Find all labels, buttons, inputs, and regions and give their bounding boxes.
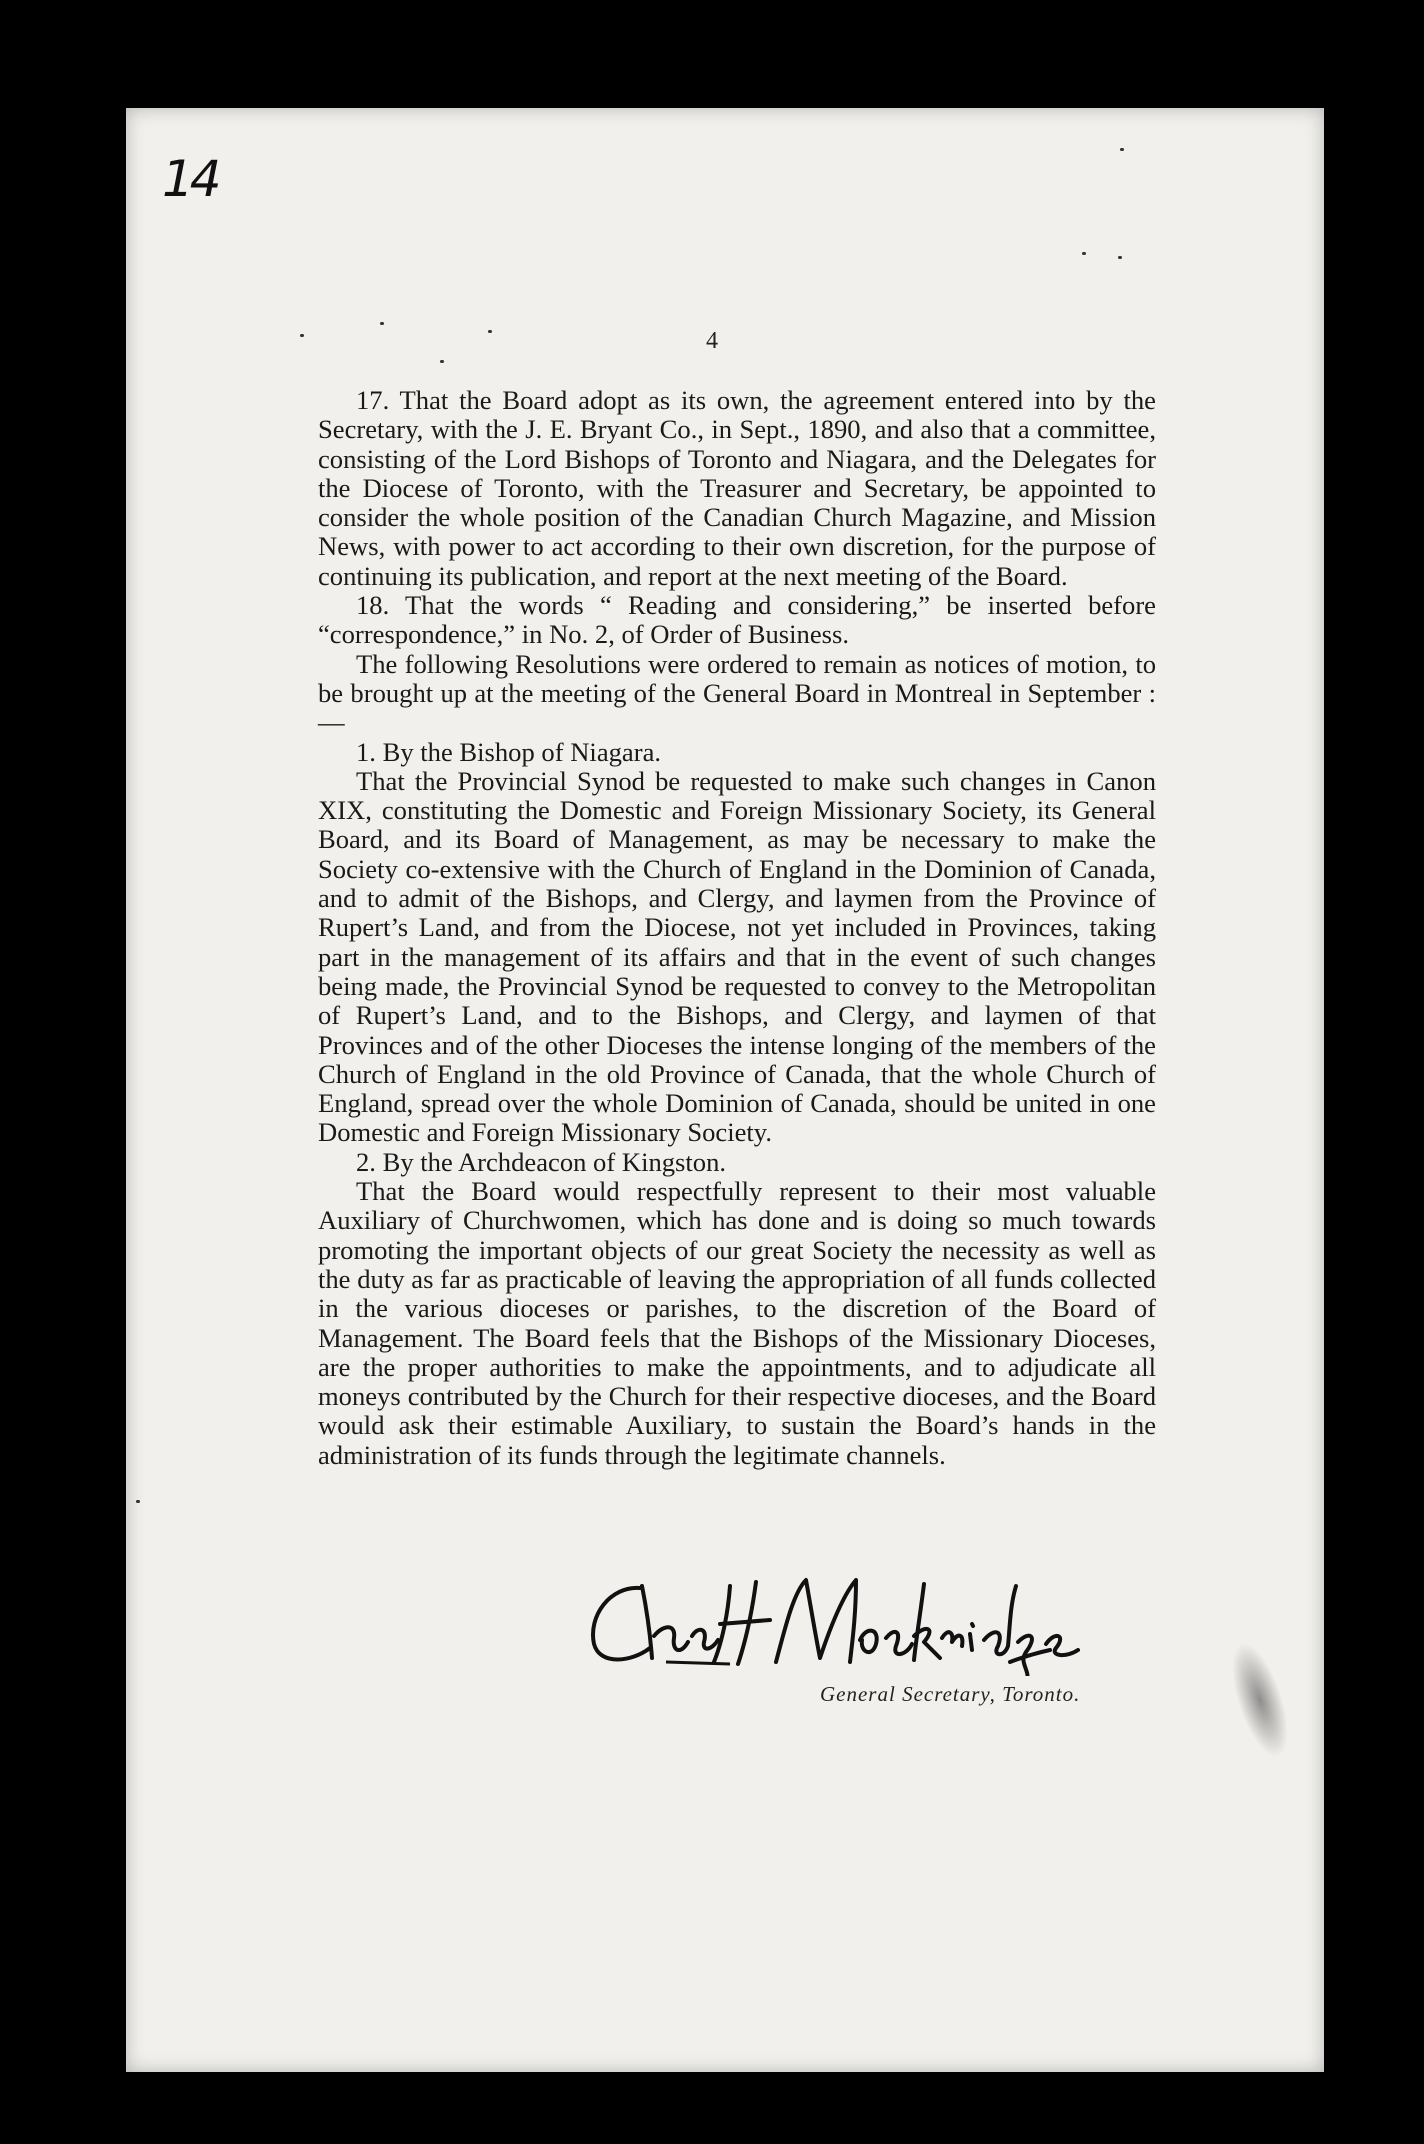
signature-title: General Secretary, Toronto. — [820, 1682, 1081, 1706]
speck — [380, 322, 384, 325]
paragraph-motion-1-heading: 1. By the Bishop of Niagara. — [356, 736, 662, 767]
paragraph-motion-2-text: That the Board would respectfully represent to their most valuable Auxiliary of Churchwomen, which has done and is doing so much towards promoting the important objects of our great Society the necessity as well as the duty as far as practicable of leaving the appropriation of all funds collected in the various dioceses or parishes, to the discretion of the Board of Management. The Board feels that the Bishops of the Missionary Dioceses, are the proper authorities to make the appointments, and to adjudicate all moneys contributed by the Church for their respective dioceses, and the Board would ask their estimable Auxiliary, to sustain the Board’s hands in the administration of its funds through the legitimate channels. — [318, 1176, 1156, 1470]
page-number: 4 — [706, 328, 718, 354]
paragraph-motion-2-heading: 2. By the Archdeacon of Kingston. — [356, 1146, 727, 1177]
paragraph-notices-intro: The following Resolutions were ordered to remain as notices of motion, to be brought up at the meeting of the General Board in Montreal in September :— — [318, 648, 1156, 738]
paragraph-18: 18. That the words “ Reading and considering,” be inserted before “correspondence,” in No. 2, of Order of Business. — [318, 590, 1156, 650]
speck — [1120, 148, 1124, 151]
speck — [488, 330, 492, 333]
speck — [136, 1500, 140, 1503]
paragraph-motion-1-text: That the Provincial Synod be requested to make such changes in Canon XIX, constituting the Domestic and Foreign Missionary Society, its General Board, and its Board of Management, as may be necessary to make the Society co-extensive with the Church of England in the Dominion of Canada, and to admit of the Bishops, and Clergy, and laymen from the Province of Rupert’s Land, and from the Diocese, not yet included in Provinces, taking part in the management of its affairs and that in the event of such changes being made, the Provincial Synod be requested to convey to the Metropolitan of Rupert’s Land, and to the Bishops, and Clergy, and laymen of that Provinces and of the other Dioceses the intense longing of the members of the Church of England in the old Province of Canada, that the whole Church of England, spread over the whole Dominion of Canada, should be united in one Domestic and Foreign Missionary Society. — [318, 765, 1156, 1148]
paragraph-17: 17. That the Board adopt as its own, the agreement entered into by the Secretary, with the J. E. Bryant Co., in Sept., 1890, and also that a committee, consisting of the Lord Bishops of Toronto and Niagara, and the Delegates for the Diocese of Toronto, with the Treasurer and Secretary, be appointed to consider the whole position of the Canadian Church Magazine, and Mission News, with power to act according to their own discretion, for the purpose of continuing its publication, and report at the next meeting of the Board. — [318, 385, 1156, 591]
speck — [300, 334, 304, 337]
speck — [1118, 256, 1122, 259]
document-body — [318, 386, 1156, 1470]
speck — [440, 360, 444, 363]
handwritten-folio-number: 14 — [162, 150, 218, 208]
handwritten-signature — [580, 1566, 1100, 1676]
speck — [1082, 252, 1086, 255]
